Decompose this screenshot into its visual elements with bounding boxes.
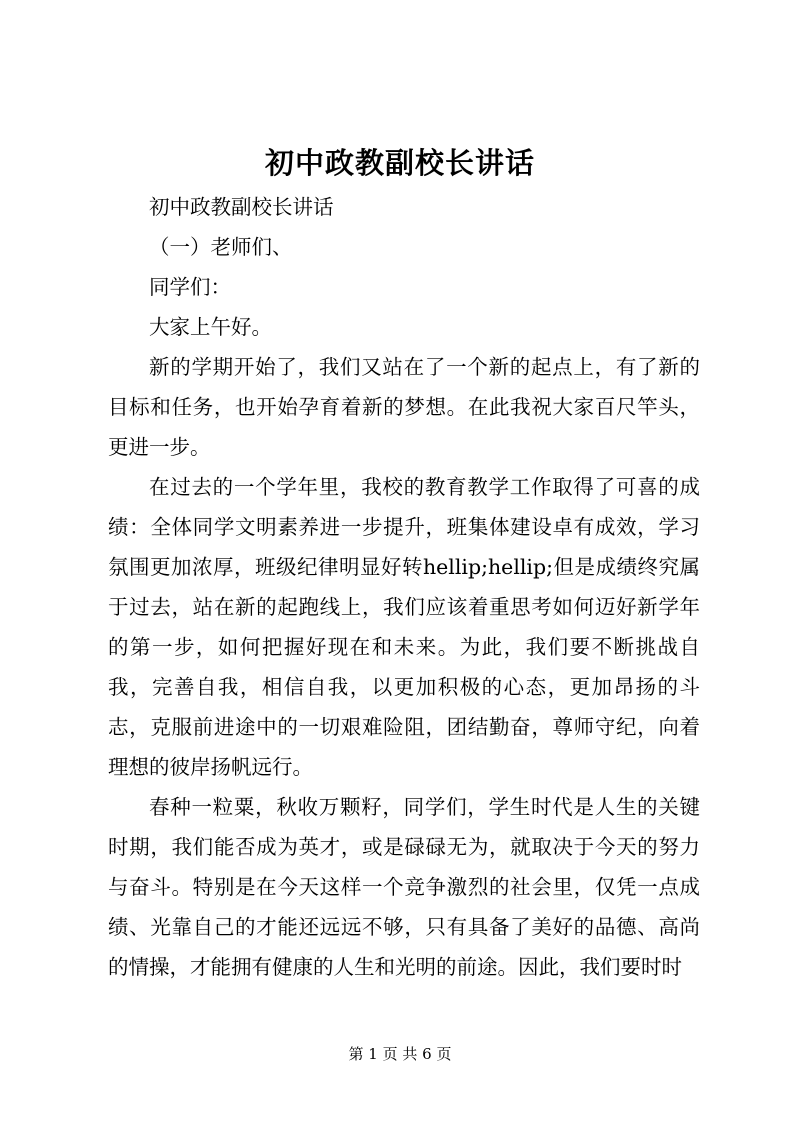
paragraph-salutation-teachers: （一）老师们、 (149, 235, 293, 259)
document-title: 初中政教副校长讲话 (264, 146, 535, 180)
paragraph-past-year: 在过去的一个学年里，我校的教育教学工作取得了可喜的成绩：全体同学文明素养进一步提升，班集体建设卓有成效，学习氛围更加浓厚，班级纪律明显好转hellip;hellip;但是成绩终究属于过去，站在新的起跑线上，我们应该着重思考如何迈好新学年的第一步，如何把握好现在和未来。为此，我们要不断挑战自我，完善自我，相信自我，以更加积极的心态，更加昂扬的斗志，克服前进途中的一切艰难险阻，团结勤奋，尊师守纪，向着理想的彼岸扬帆远行。 (108, 475, 700, 779)
page-footer: 第 1 页 共 6 页 (348, 1045, 452, 1063)
paragraph-new-semester: 新的学期开始了，我们又站在了一个新的起点上，有了新的目标和任务，也开始孕育着新的梦想。在此我祝大家百尺竿头，更进一步。 (108, 355, 700, 459)
paragraph-greeting: 大家上午好。 (149, 315, 272, 339)
paragraph-student-years: 春种一粒粟，秋收万颗籽，同学们，学生时代是人生的关键时期，我们能否成为英才，或是碌碌无为，就取决于今天的努力与奋斗。特别是在今天这样一个竞争激烈的社会里，仅凭一点成绩、光靠自己的才能还远远不够，只有具备了美好的品德、高尚的情操，才能拥有健康的人生和光明的前途。因此，我们要时时 (108, 795, 700, 979)
document-body (108, 187, 700, 987)
paragraph-subtitle: 初中政教副校长讲话 (149, 195, 334, 219)
paragraph-salutation-students: 同学们： (149, 275, 231, 299)
